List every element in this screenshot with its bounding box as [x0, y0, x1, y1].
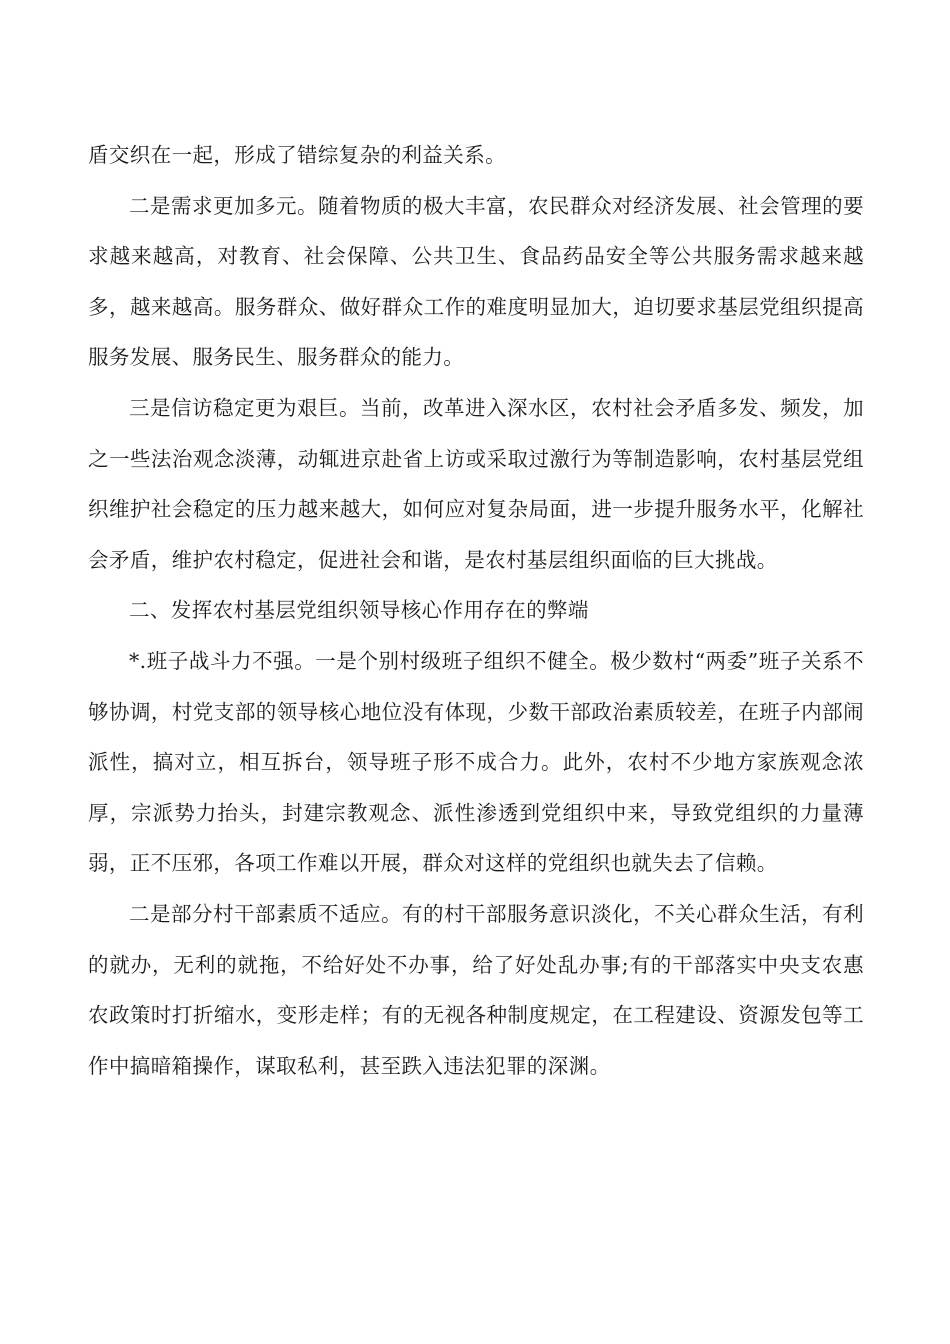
- paragraph-cadres: 二是部分村干部素质不适应。有的村干部服务意识淡化，不关心群众生活，有利的就办，无利的就拖，不给好处不办事，给了好处乱办事;有的干部落实中央支农惠农政策时打折缩水，变形走样；有的无视各种制度规定，在工程建设、资源发包等工作中搞暗箱操作，谋取私利，甚至跌入违法犯罪的深渊。: [88, 901, 864, 1078]
- paragraph-petition: 三是信访稳定更为艰巨。当前，改革进入深水区，农村社会矛盾多发、频发，加之一些法治观念淡薄，动辄进京赴省上访或采取过激行为等制造影响，农村基层党组织维护社会稳定的压力越来越大，如何应对复杂局面，进一步提升服务水平，化解社会矛盾，维护农村稳定，促进社会和谐，是农村基层组织面临的巨大挑战。: [88, 395, 864, 572]
- paragraph-demand: 二是需求更加多元。随着物质的极大丰富，农民群众对经济发展、社会管理的要求越来越高，对教育、社会保障、公共卫生、食品药品安全等公共服务需求越来越多，越来越高。服务群众、做好群众工作的难度明显加大，迫切要求基层党组织提高服务发展、服务民生、服务群众的能力。: [88, 193, 864, 370]
- paragraph-continuation: 盾交织在一起，形成了错综复杂的利益关系。: [88, 143, 506, 167]
- document-body: [88, 130, 864, 1091]
- paragraph-team: *.班子战斗力不强。一是个别村级班子组织不健全。极少数村“两委”班子关系不够协调，村党支部的领导核心地位没有体现，少数干部政治素质较差，在班子内部闹派性，搞对立，相互拆台，领导班子形不成合力。此外，农村不少地方家族观念浓厚，宗派势力抬头，封建宗教观念、派性渗透到党组织中来，导致党组织的力量薄弱，正不压邪，各项工作难以开展，群众对这样的党组织也就失去了信赖。: [88, 648, 864, 876]
- section-heading: 二、发挥农村基层党组织领导核心作用存在的弊端: [129, 598, 589, 623]
